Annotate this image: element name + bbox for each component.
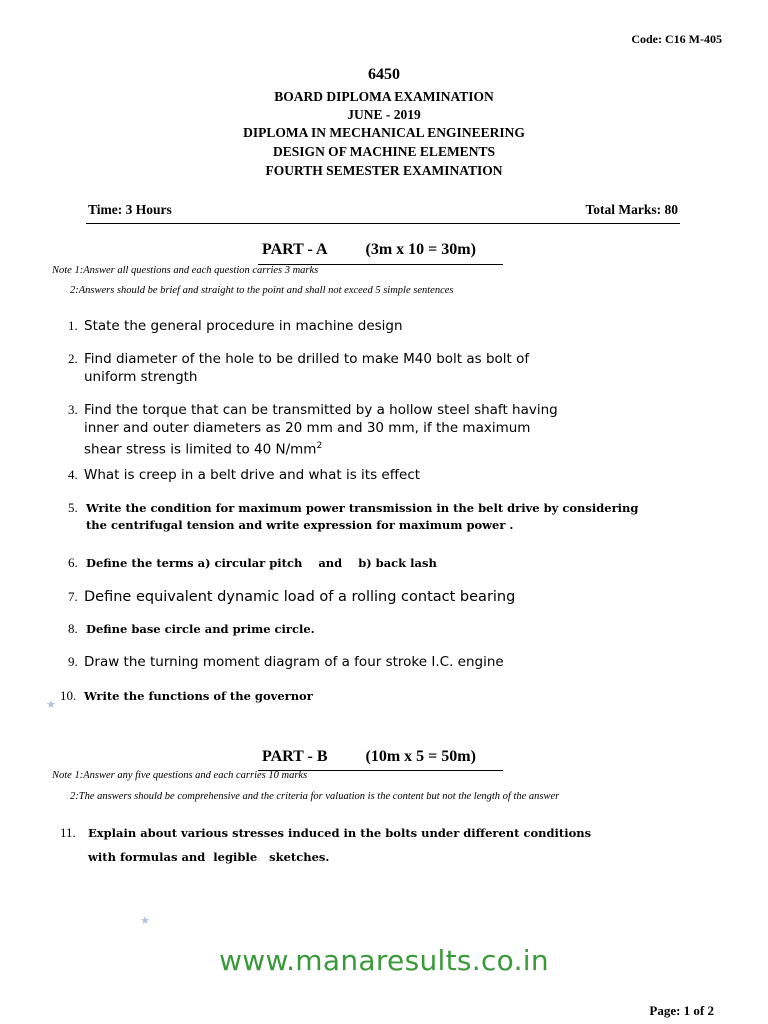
question-number: 6. [68, 555, 78, 570]
part-b-note-2: 2:The answers should be comprehensive and the criteria for valuation is the content but not the length of the answer [70, 791, 560, 802]
question-text-line-1: Find diameter of the hole to be drilled to make M40 bolt as bolt of [84, 351, 530, 367]
question-number: 5. [68, 500, 78, 515]
question-text: Define the terms a) circular pitch and b) back lash [86, 556, 437, 570]
question-number: 9. [68, 654, 78, 669]
question-text: Write the functions of the governor [84, 689, 313, 703]
exam-code: Code: C16 M-405 [631, 32, 722, 46]
question-text-line-2: with formulas and legible sketches. [88, 850, 330, 864]
part-b-title: PART - B [262, 748, 328, 765]
question-text-line-2: inner and outer diameters as 20 mm and 30 mm, if the maximum [84, 420, 531, 436]
part-b-heading [262, 748, 476, 766]
website-watermark: www.manaresults.co.in [219, 944, 549, 977]
exam-board-title: BOARD DIPLOMA EXAMINATION [274, 89, 494, 104]
question-number: 10. [60, 688, 77, 703]
question-text-line-1: Write the condition for maximum power transmission in the belt drive by considering [86, 501, 639, 515]
question-number: 1. [68, 318, 78, 333]
question-number: 7. [68, 589, 78, 604]
question-text-line-3 [84, 437, 322, 459]
part-a-note-1: Note 1:Answer all questions and each question carries 3 marks [52, 265, 319, 276]
part-a-title: PART - A [262, 241, 328, 258]
question-text-line-2: the centrifugal tension and write expression for maximum power . [86, 518, 514, 532]
part-a-marks: (3m x 10 = 30m) [365, 241, 476, 258]
paper-number: 6450 [368, 66, 400, 83]
question-number: 8. [68, 621, 78, 636]
semester-title: FOURTH SEMESTER EXAMINATION [265, 163, 503, 178]
question-text-line-2: uniform strength [84, 369, 198, 385]
question-text: Draw the turning moment diagram of a four stroke I.C. engine [84, 654, 504, 670]
exam-time: Time: 3 Hours [88, 202, 172, 217]
question-number: 3. [68, 402, 78, 417]
question-text: Define base circle and prime circle. [86, 622, 315, 636]
question-number: 11. [60, 825, 76, 840]
question-number: 2. [68, 351, 78, 366]
subject-title: DESIGN OF MACHINE ELEMENTS [273, 144, 495, 159]
star-mark-icon: ★ [46, 698, 56, 711]
diploma-title: DIPLOMA IN MECHANICAL ENGINEERING [243, 125, 525, 140]
page-number: Page: 1 of 2 [649, 1003, 714, 1018]
exam-session: JUNE - 2019 [347, 107, 421, 122]
question-text: Define equivalent dynamic load of a rolling contact bearing [84, 589, 516, 605]
superscript: 2 [316, 441, 323, 451]
question-text: What is creep in a belt drive and what is its effect [84, 467, 421, 483]
part-b-note-1: Note 1:Answer any five questions and each carries 10 marks [52, 770, 308, 781]
part-b-marks: (10m x 5 = 50m) [365, 748, 476, 765]
question-text-line-3-main: shear stress is limited to 40 N/mm [84, 441, 317, 458]
question-text-line-1: Find the torque that can be transmitted by a hollow steel shaft having [84, 402, 558, 418]
part-a-note-2: 2:Answers should be brief and straight to the point and shall not exceed 5 simple sentences [70, 285, 454, 296]
total-marks: Total Marks: 80 [585, 202, 678, 217]
question-text-line-1: Explain about various stresses induced in the bolts under different conditions [88, 826, 592, 840]
header-divider [86, 223, 680, 224]
question-number: 4. [68, 467, 78, 482]
question-text: State the general procedure in machine design [84, 318, 403, 334]
part-a-heading [262, 241, 476, 259]
star-mark-icon: ★ [140, 914, 150, 927]
